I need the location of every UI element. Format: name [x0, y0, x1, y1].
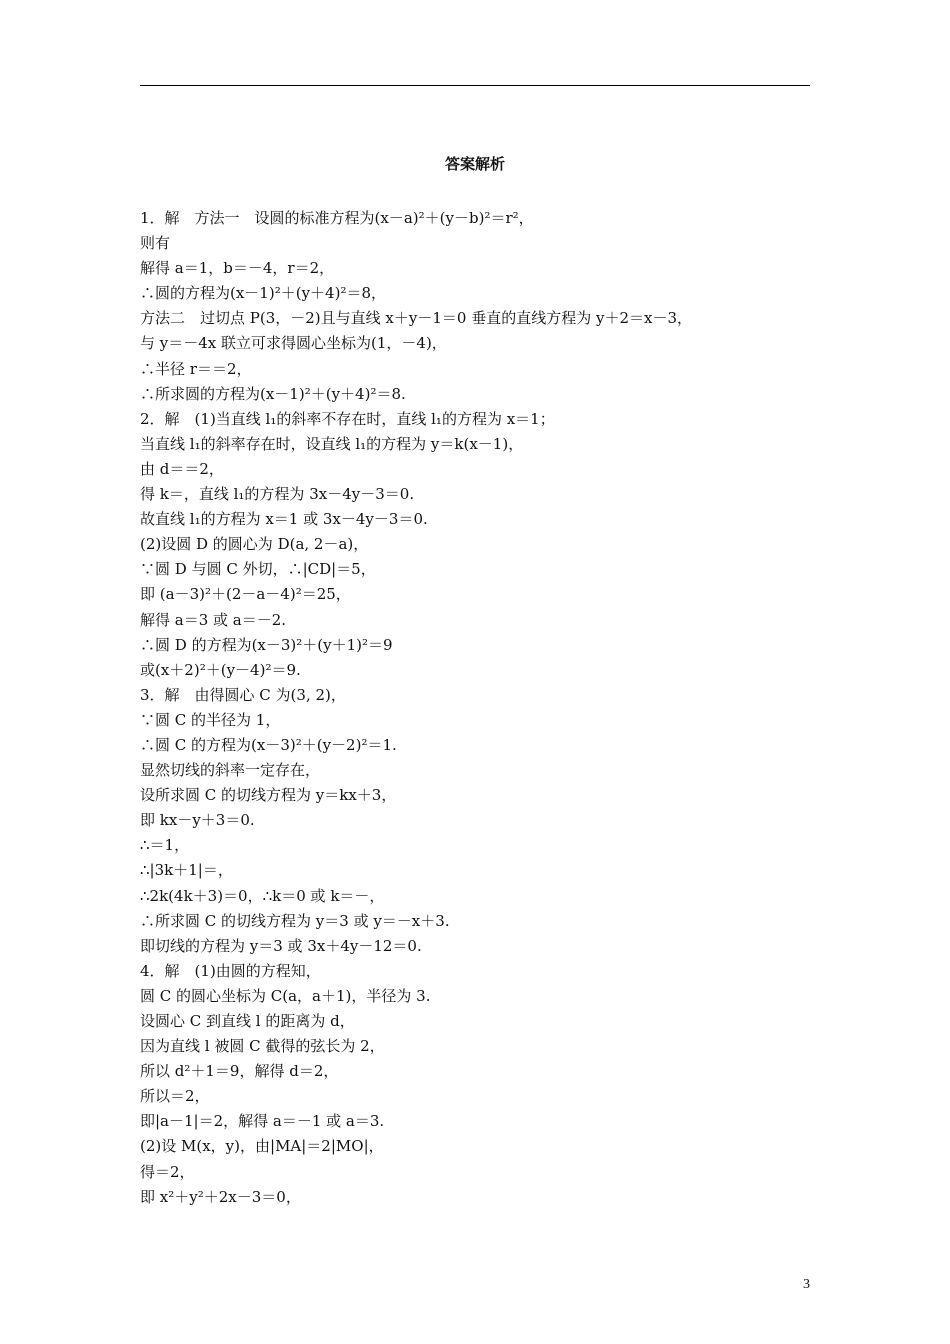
text-line: 4．解 (1)由圆的方程知，	[140, 961, 321, 980]
text-line: 显然切线的斜率一定存在，	[140, 761, 321, 780]
text-line: 即|a－1|＝2，解得 a＝－1 或 a＝3.	[140, 1112, 385, 1131]
text-line: 设所求圆 C 的切线方程为 y＝kx＋3，	[140, 786, 397, 805]
text-line: 3．解 由得圆心 C 为(3, 2)，	[140, 685, 346, 704]
text-line: 由 d＝＝2，	[140, 459, 224, 478]
text-line: 得 k＝，直线 l₁的方程为 3x－4y－3＝0.	[140, 485, 415, 504]
text-line: 因为直线 l 被圆 C 截得的弦长为 2，	[140, 1037, 385, 1056]
text-line: 方法二 过切点 P(3，－2)且与直线 x＋y－1＝0 垂直的直线方程为 y＋2＝x－3，	[140, 309, 693, 328]
answer-body	[140, 206, 820, 1210]
text-line: 当直线 l₁的斜率存在时，设直线 l₁的方程为 y＝k(x－1)，	[140, 434, 524, 453]
header-rule	[140, 85, 810, 86]
text-line: 2．解 (1)当直线 l₁的斜率不存在时，直线 l₁的方程为 x＝1；	[140, 409, 555, 428]
text-line: 1．解 方法一 设圆的标准方程为(x－a)²＋(y－b)²＝r²，	[140, 209, 534, 227]
text-line: ∴圆 C 的方程为(x－3)²＋(y－2)²＝1.	[140, 735, 397, 754]
text-line: ∴圆 D 的方程为(x－3)²＋(y＋1)²＝9	[140, 635, 393, 654]
text-line: 则有	[140, 234, 171, 253]
text-line: 得＝2，	[140, 1162, 195, 1181]
page-title: 答案解析	[444, 155, 505, 173]
text-line: ∴半径 r＝＝2，	[140, 359, 252, 378]
text-line: 或(x＋2)²＋(y－4)²＝9.	[140, 660, 301, 679]
text-line: 解得 a＝1，b＝－4，r＝2，	[140, 259, 335, 278]
text-line: 所以＝2，	[140, 1087, 210, 1106]
text-line: 设圆心 C 到直线 l 的距离为 d，	[140, 1012, 355, 1030]
text-line: ∴所求圆 C 的切线方程为 y＝3 或 y＝－x＋3.	[140, 911, 450, 930]
text-line: ∴|3k＋1|＝，	[140, 861, 233, 880]
text-line: ∵圆 D 与圆 C 外切，∴|CD|＝5，	[140, 560, 376, 579]
text-line: 所以 d²＋1＝9，解得 d＝2，	[140, 1062, 339, 1081]
text-line: ∴＝1，	[140, 836, 190, 855]
text-line: (2)设 M(x，y)，由|MA|＝2|MO|，	[140, 1137, 384, 1156]
text-line: ∵圆 C 的半径为 1，	[140, 710, 281, 729]
text-line: 解得 a＝3 或 a＝－2.	[140, 610, 287, 629]
text-line: 即 kx－y＋3＝0.	[140, 811, 255, 830]
page-number: 3	[803, 1277, 810, 1292]
text-line: 故直线 l₁的方程为 x＝1 或 3x－4y－3＝0.	[140, 510, 428, 529]
text-line: 即 (a－3)²＋(2－a－4)²＝25，	[140, 585, 351, 604]
text-line: 圆 C 的圆心坐标为 C(a，a＋1)，半径为 3.	[140, 986, 431, 1005]
text-line: 与 y＝－4x 联立可求得圆心坐标为(1，－4)，	[140, 334, 447, 353]
text-line: ∴所求圆的方程为(x－1)²＋(y＋4)²＝8.	[140, 384, 406, 403]
text-line: ∴2k(4k＋3)＝0，∴k＝0 或 k＝－，	[140, 886, 385, 905]
text-line: (2)设圆 D 的圆心为 D(a, 2－a)，	[140, 535, 369, 554]
text-line: 即 x²＋y²＋2x－3＝0，	[140, 1187, 301, 1206]
text-line: 即切线的方程为 y＝3 或 3x＋4y－12＝0.	[140, 936, 422, 955]
text-line: ∴圆的方程为(x－1)²＋(y＋4)²＝8，	[140, 284, 386, 303]
